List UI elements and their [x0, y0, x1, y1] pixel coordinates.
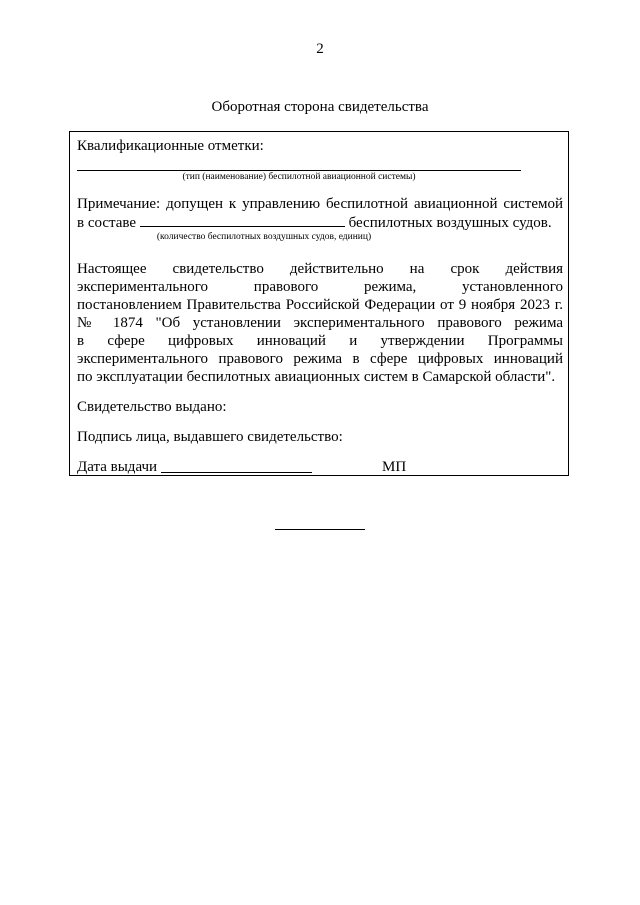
- validity-line-4: № 1874 "Об установлении экспериментального правового режима: [77, 315, 563, 331]
- footer-separator: [275, 529, 365, 530]
- issued-to-label: Свидетельство выдано:: [77, 399, 227, 415]
- aircraft-count-caption: (количество беспилотных воздушных судов, единиц): [156, 232, 372, 242]
- system-type-caption: (тип (наименование) беспилотной авиационной системы): [182, 172, 416, 182]
- note-line-2-suffix: беспилотных воздушных судов.: [348, 215, 552, 231]
- certificate-back-box: [69, 131, 569, 476]
- validity-line-3: постановлением Правительства Российской Федерации от 9 ноября 2023 г.: [77, 297, 563, 313]
- issue-date-blank: [161, 472, 312, 473]
- system-type-blank: [77, 170, 521, 171]
- page-number: 2: [316, 41, 324, 57]
- issue-date-label: Дата выдачи: [77, 459, 158, 475]
- seal-label: МП: [382, 459, 407, 475]
- note-line-2-prefix: в составе: [77, 215, 137, 231]
- aircraft-count-blank: [140, 214, 345, 227]
- validity-line-2: экспериментального правового режима, установленного: [77, 279, 563, 295]
- validity-line-1: Настоящее свидетельство действительно на срок действия: [77, 261, 563, 277]
- validity-line-5: в сфере цифровых инноваций и утверждении Программы: [77, 333, 563, 349]
- page-heading: Оборотная сторона свидетельства: [211, 99, 429, 115]
- note-line-2: [77, 214, 552, 232]
- validity-line-6: экспериментального правового режима в сфере цифровых инноваций: [77, 351, 563, 367]
- validity-line-7: по эксплуатации беспилотных авиационных систем в Самарской области".: [77, 369, 556, 385]
- qualification-label: Квалификационные отметки:: [77, 138, 264, 154]
- signature-label: Подпись лица, выдавшего свидетельство:: [77, 429, 343, 445]
- note-line-1: Примечание: допущен к управлению беспилотной авиационной системой: [77, 196, 563, 212]
